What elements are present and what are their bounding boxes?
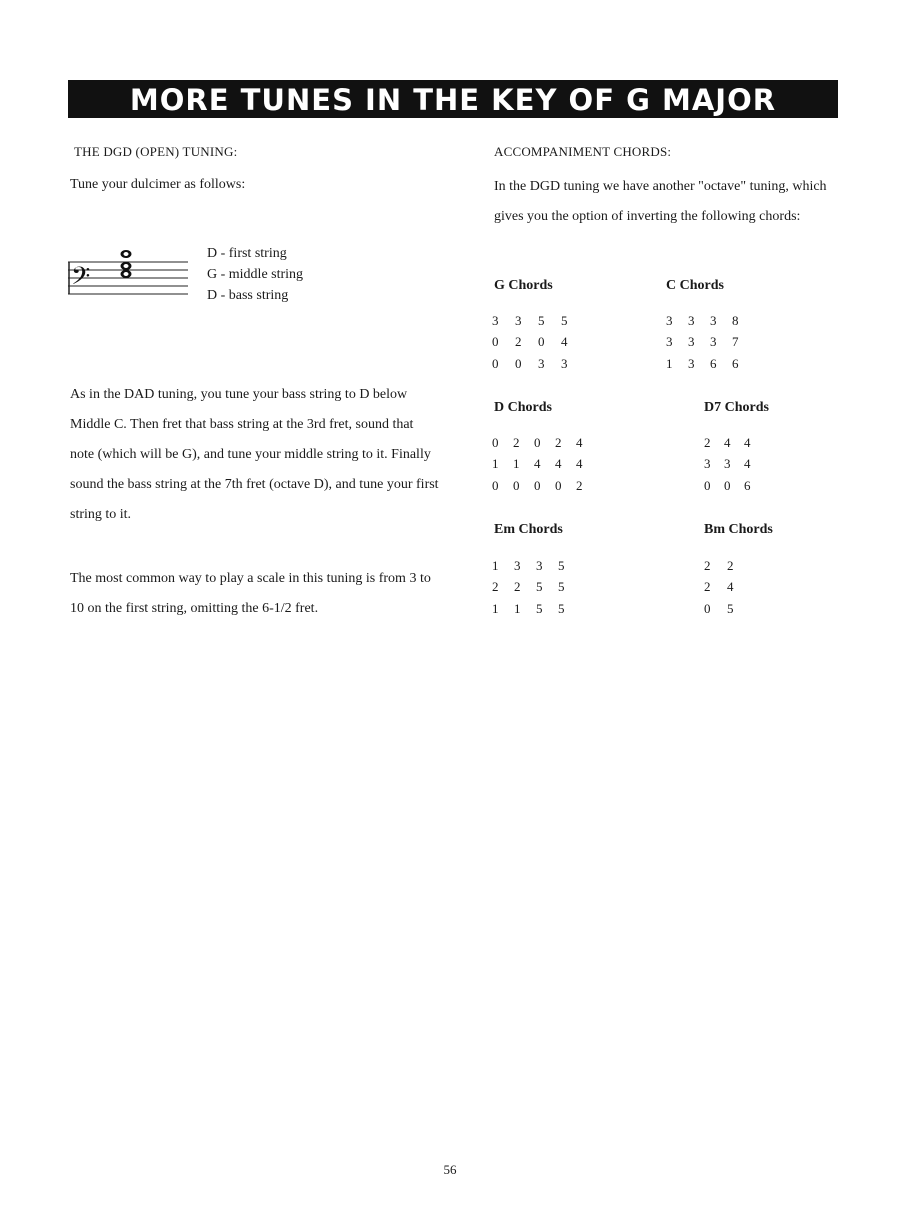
fret-number: 3 <box>492 312 499 328</box>
fret-number: 0 <box>724 477 731 493</box>
string-tuning-item: D - bass string <box>207 288 289 303</box>
fret-number: 2 <box>513 434 520 450</box>
fret-number: 3 <box>688 312 695 328</box>
fret-number: 2 <box>704 579 711 595</box>
chord-row <box>492 577 580 599</box>
fret-number: 0 <box>538 334 545 350</box>
fret-number: 4 <box>555 456 562 472</box>
fret-number: 1 <box>492 600 499 616</box>
page-number: 56 <box>443 1162 457 1177</box>
chord-row <box>666 353 754 375</box>
fret-number: 6 <box>710 355 717 371</box>
fret-number: 3 <box>666 312 673 328</box>
fret-number: 0 <box>515 355 522 371</box>
fret-number: 7 <box>732 334 739 350</box>
fret-number: 1 <box>666 355 673 371</box>
fret-number: 2 <box>704 557 711 573</box>
fret-number: 3 <box>538 355 545 371</box>
fret-number: 1 <box>514 600 521 616</box>
chord-grid <box>492 310 584 375</box>
fret-number: 0 <box>534 434 541 450</box>
accompaniment-intro: In the DGD tuning we have another "octave" tuning, which gives you the option of inverting the following chords: <box>494 179 827 224</box>
chord-title: D Chords <box>494 400 552 415</box>
fret-number: 3 <box>724 456 731 472</box>
fret-number: 0 <box>492 355 499 371</box>
fret-number: 4 <box>534 456 541 472</box>
chord-row <box>492 432 597 454</box>
fret-number: 6 <box>732 355 739 371</box>
fret-number: 5 <box>536 579 543 595</box>
fret-number: 4 <box>744 434 751 450</box>
chord-row <box>704 454 764 476</box>
chord-title: G Chords <box>494 278 553 293</box>
chord-row <box>492 310 584 332</box>
string-tuning-item: D - first string <box>207 246 287 261</box>
chord-row <box>704 555 750 577</box>
fret-number: 5 <box>538 312 545 328</box>
chord-row <box>704 577 750 599</box>
chord-row <box>704 598 750 620</box>
fret-number: 1 <box>492 456 499 472</box>
fret-number: 0 <box>492 334 499 350</box>
tuning-intro: Tune your dulcimer as follows: <box>70 177 246 192</box>
chord-row <box>492 555 580 577</box>
fret-number: 0 <box>555 477 562 493</box>
fret-number: 1 <box>513 456 520 472</box>
fret-number: 4 <box>561 334 568 350</box>
chord-row <box>666 332 754 354</box>
fret-number: 5 <box>536 600 543 616</box>
fret-number: 1 <box>492 557 499 573</box>
fret-number: 3 <box>688 355 695 371</box>
bass-clef-icon: 𝄢 <box>71 262 91 297</box>
fret-number: 3 <box>666 334 673 350</box>
chord-grid <box>704 555 750 620</box>
tuning-explanation: As in the DAD tuning, you tune your bass string to D below Middle C. Then fret that bass string at the 3rd fret, sound that note (which will be G), and tune your middle string to it. Finally sound the bass string at the 7th fret (octave D), and tune your first string to it. <box>70 387 439 522</box>
chord-title: Bm Chords <box>704 522 773 537</box>
fret-number: 6 <box>744 477 751 493</box>
fret-number: 3 <box>536 557 543 573</box>
fret-number: 0 <box>513 477 520 493</box>
chord-row <box>492 353 584 375</box>
chord-grid <box>492 555 580 620</box>
chord-row <box>704 475 764 497</box>
fret-number: 0 <box>534 477 541 493</box>
fret-number: 2 <box>514 579 521 595</box>
chord-title: C Chords <box>666 278 724 293</box>
chord-title: Em Chords <box>494 522 563 537</box>
fret-number: 4 <box>744 456 751 472</box>
fret-number: 0 <box>704 600 711 616</box>
fret-number: 2 <box>576 477 583 493</box>
chord-row <box>492 454 597 476</box>
fret-number: 3 <box>514 557 521 573</box>
chord-row <box>492 475 597 497</box>
scale-explanation: The most common way to play a scale in this tuning is from 3 to 10 on the first string, omitting the 6-1/2 fret. <box>70 571 431 616</box>
fret-number: 8 <box>732 312 739 328</box>
tuning-heading: THE DGD (OPEN) TUNING: <box>74 144 238 159</box>
fret-number: 0 <box>492 477 499 493</box>
fret-number: 2 <box>555 434 562 450</box>
fret-number: 2 <box>704 434 711 450</box>
fret-number: 4 <box>724 434 731 450</box>
fret-number: 4 <box>727 579 734 595</box>
string-tuning-list <box>207 243 303 306</box>
fret-number: 3 <box>561 355 568 371</box>
chord-row <box>704 432 764 454</box>
fret-number: 5 <box>558 579 565 595</box>
fret-number: 2 <box>515 334 522 350</box>
fret-number: 5 <box>558 557 565 573</box>
fret-number: 3 <box>710 334 717 350</box>
chord-title: D7 Chords <box>704 400 769 415</box>
fret-number: 2 <box>727 557 734 573</box>
fret-number: 2 <box>492 579 499 595</box>
fret-number: 3 <box>515 312 522 328</box>
chord-row <box>492 332 584 354</box>
fret-number: 4 <box>576 456 583 472</box>
chord-grid <box>666 310 754 375</box>
fret-number: 4 <box>576 434 583 450</box>
fret-number: 3 <box>688 334 695 350</box>
fret-number: 3 <box>710 312 717 328</box>
chord-grid <box>492 432 597 497</box>
fret-number: 5 <box>558 600 565 616</box>
bass-clef-staff <box>66 244 196 308</box>
chord-grid <box>704 432 764 497</box>
fret-number: 3 <box>704 456 711 472</box>
fret-number: 5 <box>727 600 734 616</box>
page-banner-title: MORE TUNES IN THE KEY OF G MAJOR <box>68 80 838 118</box>
fret-number: 0 <box>492 434 499 450</box>
accompaniment-heading: ACCOMPANIMENT CHORDS: <box>494 144 672 159</box>
fret-number: 0 <box>704 477 711 493</box>
chord-row <box>666 310 754 332</box>
string-tuning-item: G - middle string <box>207 267 304 282</box>
fret-number: 5 <box>561 312 568 328</box>
chord-row <box>492 598 580 620</box>
